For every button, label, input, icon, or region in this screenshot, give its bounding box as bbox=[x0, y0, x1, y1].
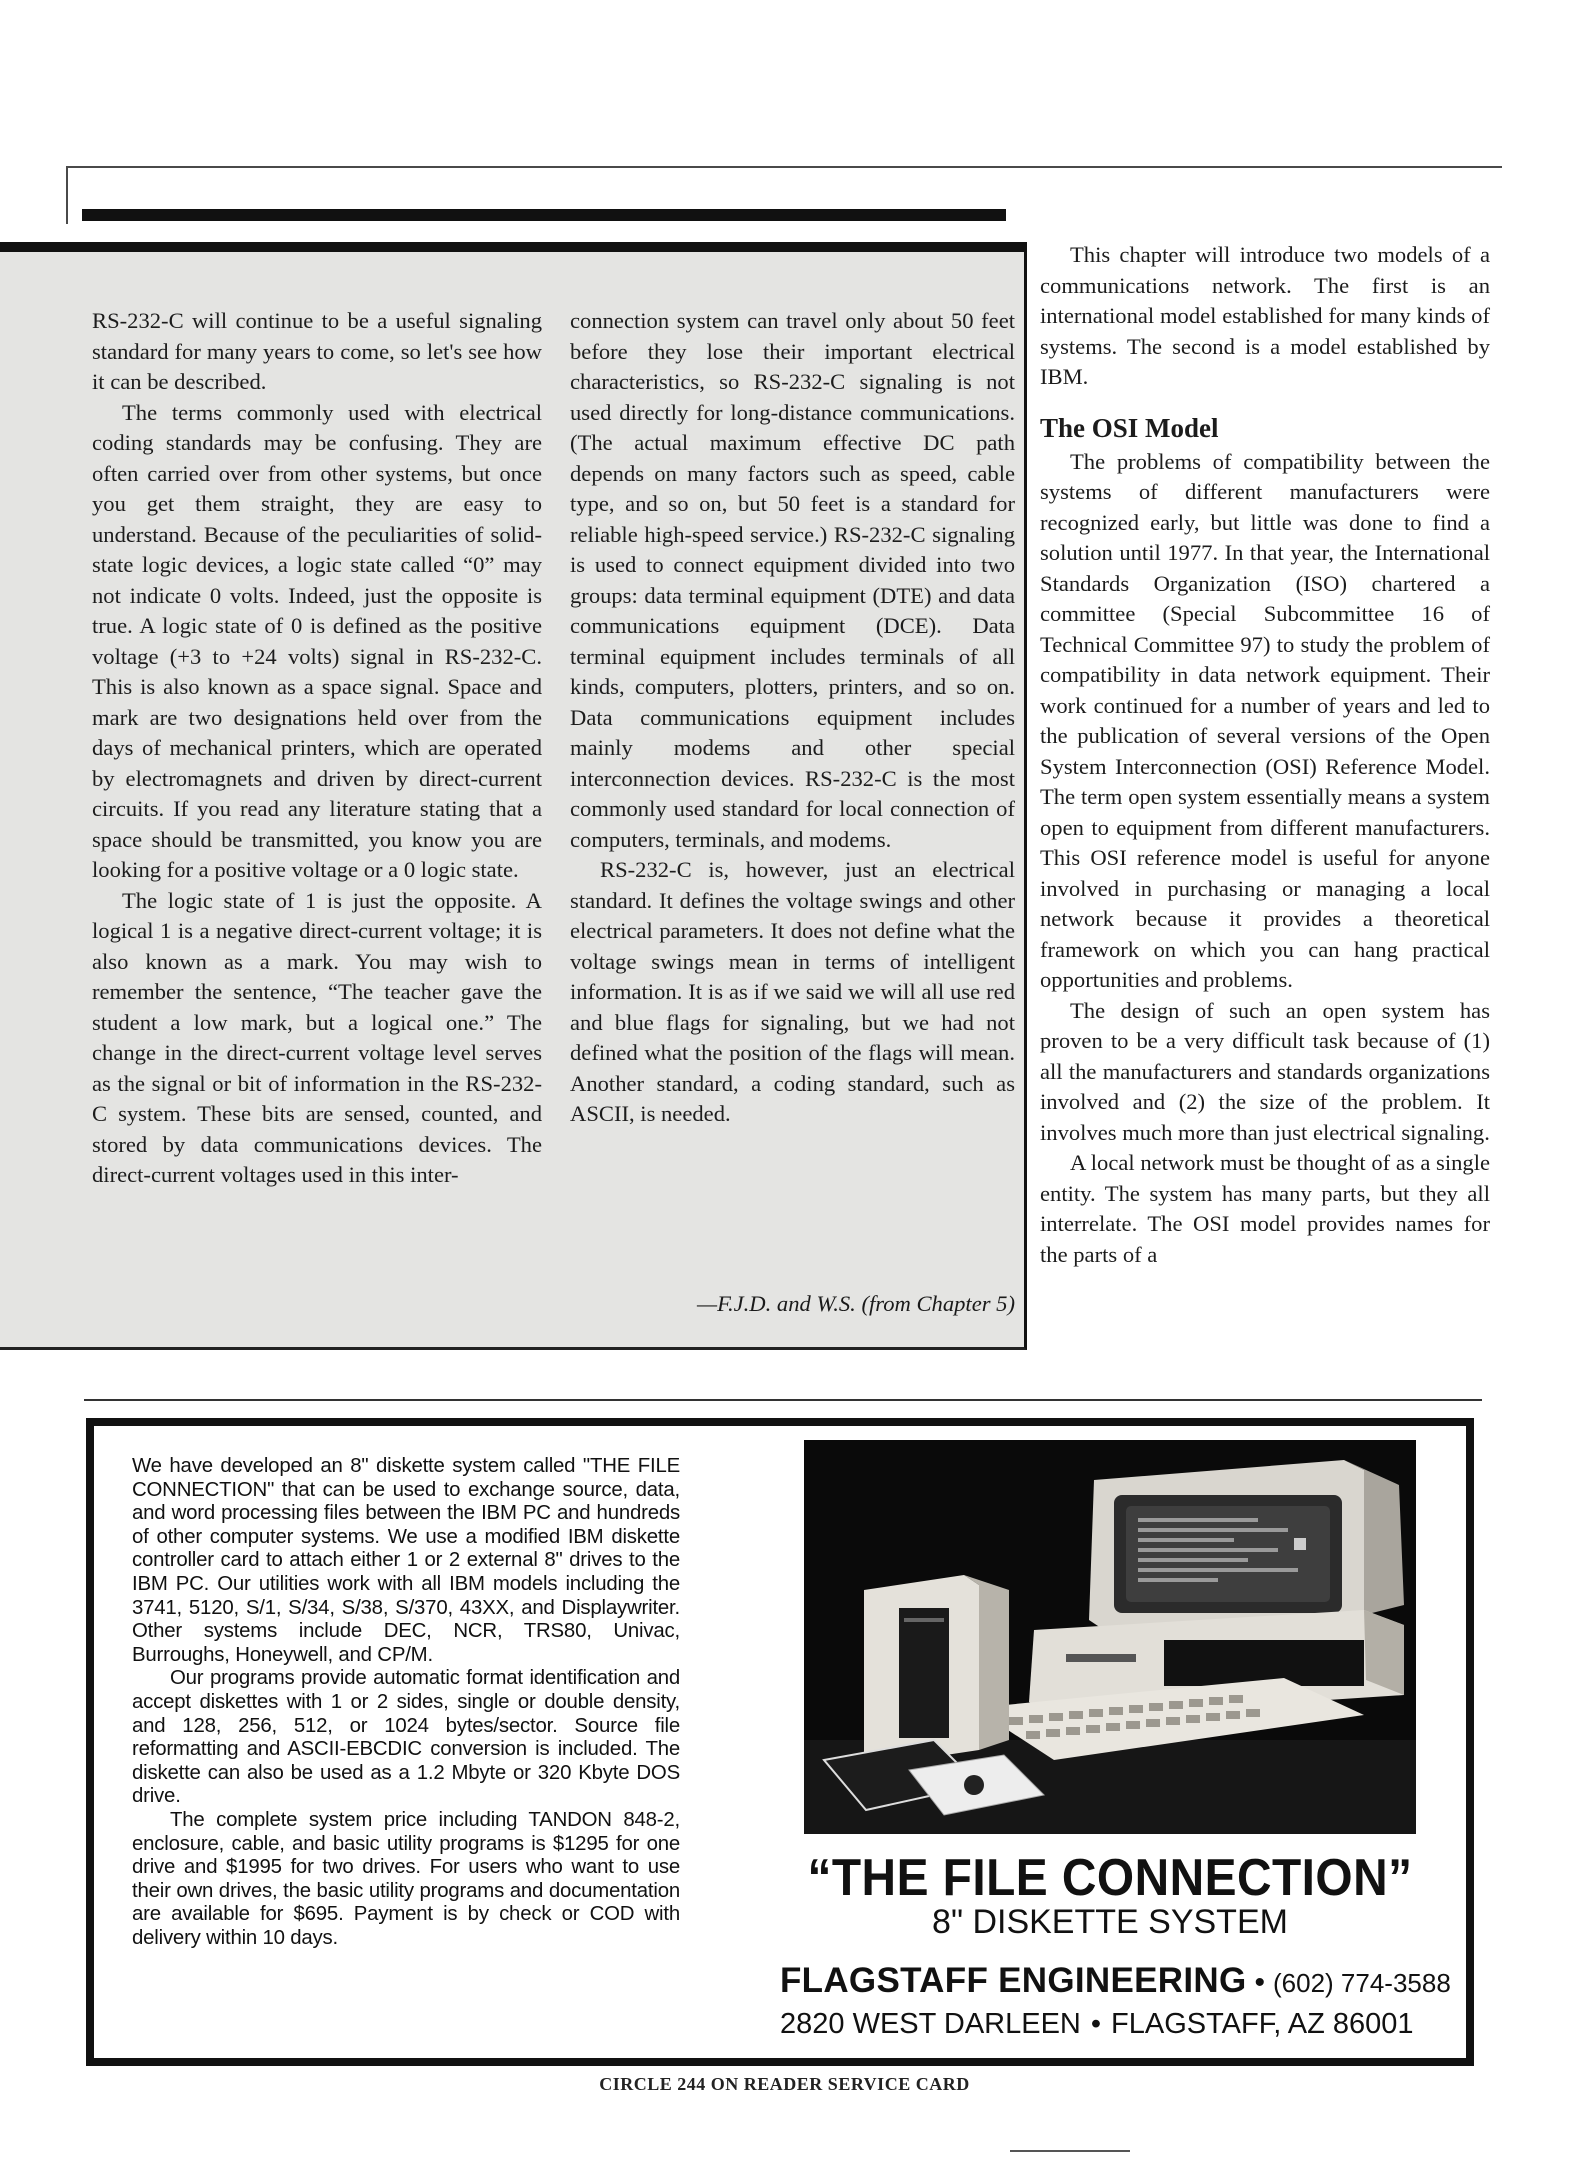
ad-subhead: 8" DISKETTE SYSTEM bbox=[932, 1903, 1288, 1941]
top-rule bbox=[66, 166, 1502, 168]
reader-service-note: CIRCLE 244 ON READER SERVICE CARD bbox=[599, 2074, 970, 2094]
excerpt-paragraph: RS-232-C is, however, just an electrical standard. It defines the voltage swings and other electrical parameters. It does not define what the voltage swings mean in terms of intelligent information. It is as if we said we will all use red and blue flags for signaling, but we had not defined what the position of the flags will mean. Another standard, a coding standard, such as ASCII, is needed. bbox=[570, 857, 1015, 1126]
article-column bbox=[1040, 240, 1490, 1270]
bottom-rule bbox=[1010, 2150, 1130, 2152]
ad-body bbox=[132, 1455, 680, 1950]
excerpt-paragraph: RS-232-C will continue to be a useful signaling standard for many years to come, so let's see how it can be described. bbox=[92, 308, 542, 394]
street-address: 2820 WEST DARLEEN bbox=[780, 2008, 1081, 2040]
excerpt-column-2 bbox=[570, 306, 1015, 1130]
header-bar bbox=[82, 209, 1006, 221]
ad-company-line bbox=[780, 1961, 1460, 2001]
excerpt-column-1 bbox=[92, 306, 542, 1191]
ad-paragraph: Our programs provide automatic format identification and accept diskettes with 1 or 2 sides, single or double density, and 128, 256, 512, or 1024 bytes/sector. Source file reformatting and ASCII-EBCDIC conversion is included. The diskette can also be used as a 1.2 Mbyte or 320 Kbyte DOS drive. bbox=[132, 1667, 680, 1808]
excerpt-paragraph: The terms commonly used with electrical coding standards may be confusing. They are often carried over from other systems, but once you get them straight, they are easy to understand. Because of the peculiarities of solid-state logic devices, a logic state called “0” may not indicate 0 volts. Indeed, just the opposite is true. A logic state of 0 is defined as the positive voltage (+3 to +24 volts) signal in RS-232-C. This is also known as a space signal. Space and mark are two designations held over from the days of mechanical printers, which are operated by electromagnets and driven by direct-current circuits. If you read any literature stating that a space should be transmitted, you know you are looking for a positive voltage or a 0 logic state. bbox=[92, 399, 542, 882]
diskette-drive-illustration bbox=[864, 1575, 1009, 1765]
article-paragraph: The design of such an open system has proven to be a very difficult task because of (1) all the manufacturers and standards organizations involved and (2) the size of the problem. It involves much more than just electrical signaling. bbox=[1040, 997, 1490, 1145]
ad-address-line bbox=[780, 2008, 1460, 2041]
excerpt-credit: —F.J.D. and W.S. (from Chapter 5) bbox=[697, 1291, 1015, 1316]
ad-paragraph: The complete system price including TANDON 848-2, enclosure, cable, and basic utility programs is $1295 for one drive and $1995 for two drives. For users who want to use their own drives, the basic utility programs and documentation are available for $695. Payment is by check or COD with delivery within 10 days. bbox=[132, 1808, 680, 1949]
article-paragraph: A local network must be thought of as a single entity. The system has many parts, but they all interrelate. The OSI model provides names for the parts of a bbox=[1040, 1150, 1490, 1267]
monitor-illustration bbox=[1089, 1460, 1404, 1630]
ad-paragraph: We have developed an 8" diskette system called "THE FILE CONNECTION" that can be used to exchange source, data, and word processing files between the IBM PC and hundreds of other computer systems. We use a modified IBM diskette controller card to attach either 1 or 2 external 8" drives to the IBM PC. Our utilities work with all IBM models including the 3741, 5120, S/1, S/34, S/38, S/370, 43XX, and Displaywriter. Other systems include DEC, NCR, TRS80, Univac, Burroughs, Honeywell, and CP/M. bbox=[132, 1455, 680, 1666]
separator: • bbox=[1090, 2008, 1102, 2040]
ad-headline: “THE FILE CONNECTION” bbox=[807, 1849, 1413, 1907]
divider-rule bbox=[84, 1399, 1482, 1401]
city-state-zip: FLAGSTAFF, AZ 86001 bbox=[1111, 2008, 1414, 2040]
excerpt-paragraph: The logic state of 1 is just the opposite. A logical 1 is a negative direct-current voltage; it is also known as a mark. You may wish to remember the sentence, “The teacher gave the student a low mark, but a logical one.” The change in the direct-current voltage level serves as the signal or bit of information in the RS-232-C system. These bits are sensed, counted, and stored by data communications devices. The direct-current voltages used in this inter- bbox=[92, 887, 542, 1187]
computer-system-illustration bbox=[804, 1440, 1416, 1834]
company-name: FLAGSTAFF ENGINEERING bbox=[780, 1961, 1247, 2000]
top-rule-tick bbox=[66, 166, 68, 224]
separator: • bbox=[1254, 1966, 1265, 1999]
excerpt-paragraph: connection system can travel only about 50 feet before they lose their important electrical characteristics, so RS-232-C signaling is not used directly for long-distance communications. (The actual maximum effective DC path depends on many factors such as speed, cable type, and so on, but 50 feet is a standard for reliable high-speed service.) RS-232-C signaling is used to connect equipment divided into two groups: data terminal equipment (DTE) and data communications equipment (DCE). Data terminal equipment includes terminals of all kinds, computers, plotters, printers, and so on. Data communications equipment includes mainly modems and other special interconnection devices. RS-232-C is the most commonly used standard for local connection of computers, terminals, and modems. bbox=[570, 308, 1015, 852]
intro-paragraph: This chapter will introduce two models of a communications network. The first is an international model established for many kinds of systems. The second is a model established by IBM. bbox=[1040, 242, 1490, 389]
section-heading: The OSI Model bbox=[1040, 412, 1219, 443]
product-photo bbox=[804, 1440, 1416, 1834]
phone-number: (602) 774-3588 bbox=[1273, 1968, 1451, 1998]
article-paragraph: The problems of compatibility between the systems of different manufacturers were recognized early, but little was done to find a solution until 1977. In that year, the International Standards Organization (ISO) chartered a committee (Special Subcommittee 16 of Technical Committee 97) to study the problem of compatibility in data network equipment. Their work continued for a number of years and led to the publication of several versions of the Open System Interconnection (OSI) Reference Model. The term open system essentially means a system open to equipment from different manufacturers. This OSI reference model is useful for anyone involved in purchasing or managing a local network because it provides a theoretical framework on which you can hang practical opportunities and problems. bbox=[1040, 448, 1490, 992]
